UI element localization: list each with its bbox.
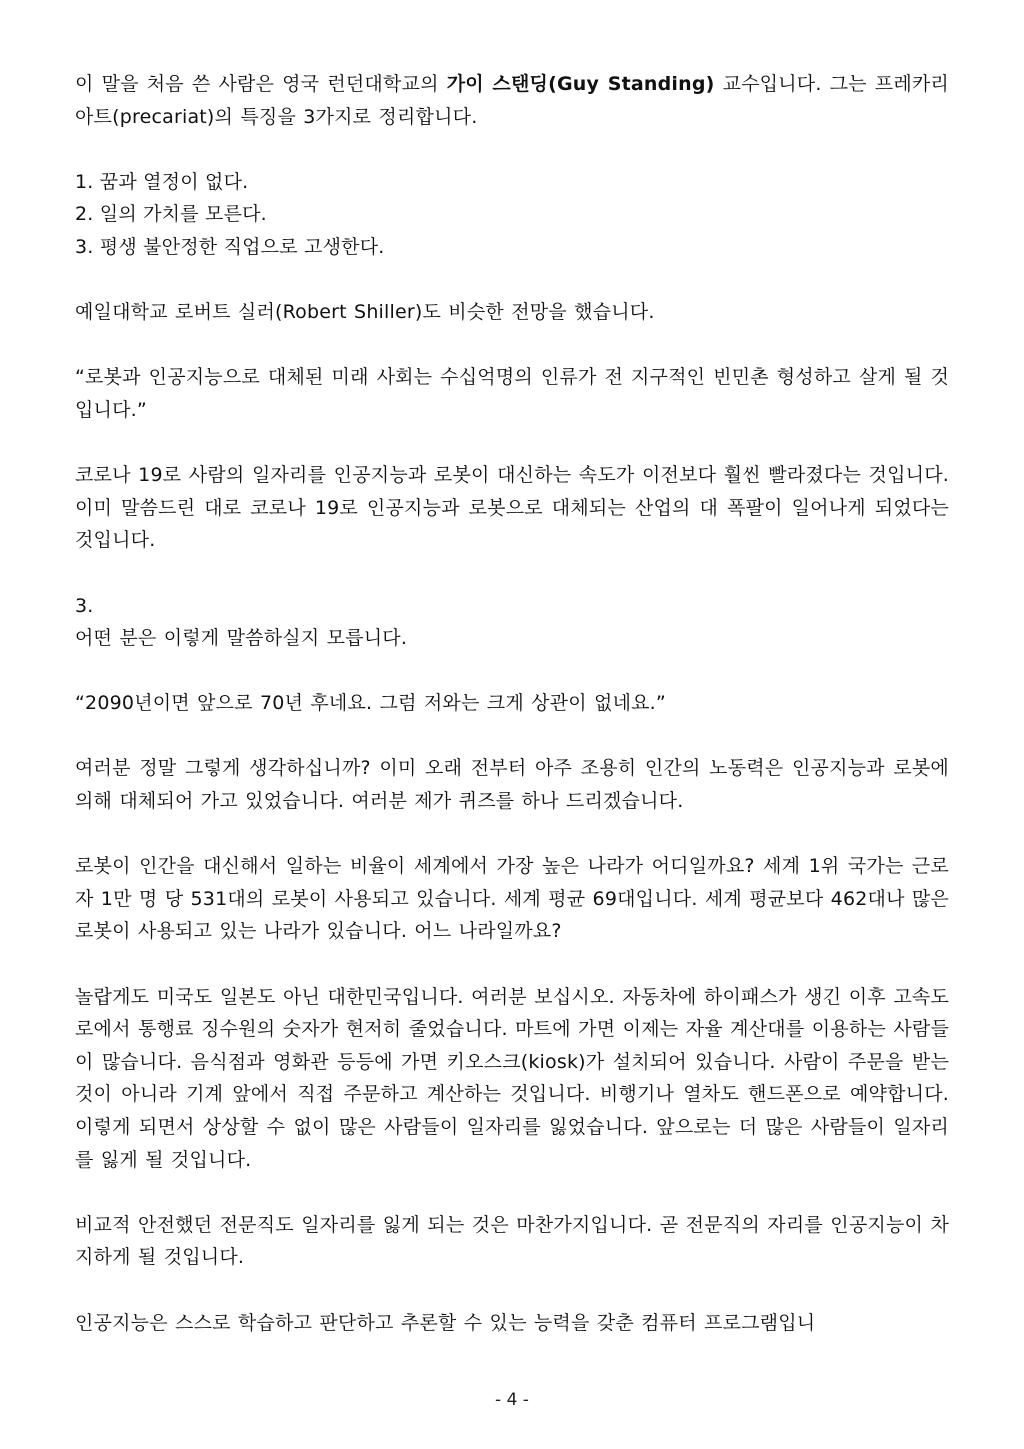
shiller-quote: “로봇과 인공지능으로 대체된 미래 사회는 수십억명의 인류가 전 지구적인 빈민촌 형성하고 살게 될 것입니다.” <box>75 366 949 421</box>
list-item: 3. 평생 불안정한 직업으로 고생한다. <box>75 235 385 258</box>
intro-text-end: 교수입니다. 그는 프레카리아트(precariat)의 특징을 3가지로 정리합니다. <box>75 73 949 128</box>
quote-2090: “2090년이면 앞으로 70년 후네요. 그럼 저와는 크게 상관이 없네요.” <box>75 692 666 715</box>
ai-definition-paragraph: 인공지능은 스스로 학습하고 판단하고 추론할 수 있는 능력을 갖춘 컴퓨터 프로그램입니 <box>75 1311 816 1334</box>
korea-paragraph: 놀랍게도 미국도 일본도 아닌 대한민국입니다. 여러분 보십시오. 자동차에 하이패스가 생긴 이후 고속도로에서 통행료 징수원의 숫자가 현저히 줄었습니다. 마트에 가면 이제는 자율 계산대를 이용하는 사람들이 많습니다. 음식점과 영화관 등등에 가면 키오스크(kiosk)가 설치되어 있습니다. 사람이 주문을 받는 것이 아니라 기계 앞에서 직접 주문하고 계산하는 것입니다. 비행기나 열차도 핸드폰으로 예약합니다. 이렇게 되면서 상상할 수 없이 많은 사람들이 일자리를 잃었습니다. 앞으로는 더 많은 사람들이 일자리를 잃게 될 것입니다. <box>75 985 949 1171</box>
professionals-paragraph: 비교적 안전했던 전문직도 일자리를 잃게 되는 것은 마찬가지입니다. 곧 전문직의 자리를 인공지능이 차지하게 될 것입니다. <box>75 1213 949 1269</box>
document-body <box>75 68 949 1372</box>
really-paragraph: 여러분 정말 그렇게 생각하십니까? 이미 오래 전부터 아주 조용히 인간의 노동력은 인공지능과 로봇에 의해 대체되어 가고 있었습니다. 여러분 제가 퀴즈를 하나 드리겠습니다. <box>75 757 949 813</box>
intro-paragraph <box>75 68 949 133</box>
page-number: - 4 - <box>495 1390 529 1410</box>
quiz-paragraph: 로봇이 인간을 대신해서 일하는 비율이 세계에서 가장 높은 나라가 어디일까요? 세계 1위 국가는 근로자 1만 명 당 531대의 로봇이 사용되고 있습니다. 세계 평균 69대입니다. 세계 평균보다 462대나 많은 로봇이 사용되고 있는 나라가 있습니다. 어느 나라일까요? <box>75 855 949 943</box>
list-item: 1. 꿈과 열정이 없다. <box>75 170 249 193</box>
section-number: 3. <box>75 594 94 617</box>
shiller-paragraph: 예일대학교 로버트 실러(Robert Shiller)도 비슷한 전망을 했습니다. <box>75 301 655 324</box>
corona-paragraph: 코로나 19로 사람의 일자리를 인공지능과 로봇이 대신하는 속도가 이전보다 훨씬 빨라졌다는 것입니다. 이미 말씀드린 대로 코로나 19로 인공지능과 로봇으로 대체되는 산업의 대 폭팔이 일어나게 되었다는 것입니다. <box>75 464 949 552</box>
list-item: 2. 일의 가치를 모른다. <box>75 203 267 226</box>
some-say-paragraph: 어떤 분은 이렇게 말씀하실지 모릅니다. <box>75 627 408 650</box>
precariat-traits-list <box>75 166 949 264</box>
guy-standing-name: 가이 스탠딩(Guy Standing) <box>446 73 715 95</box>
intro-text-start: 이 말을 처음 쓴 사람은 영국 런던대학교의 <box>75 73 447 95</box>
